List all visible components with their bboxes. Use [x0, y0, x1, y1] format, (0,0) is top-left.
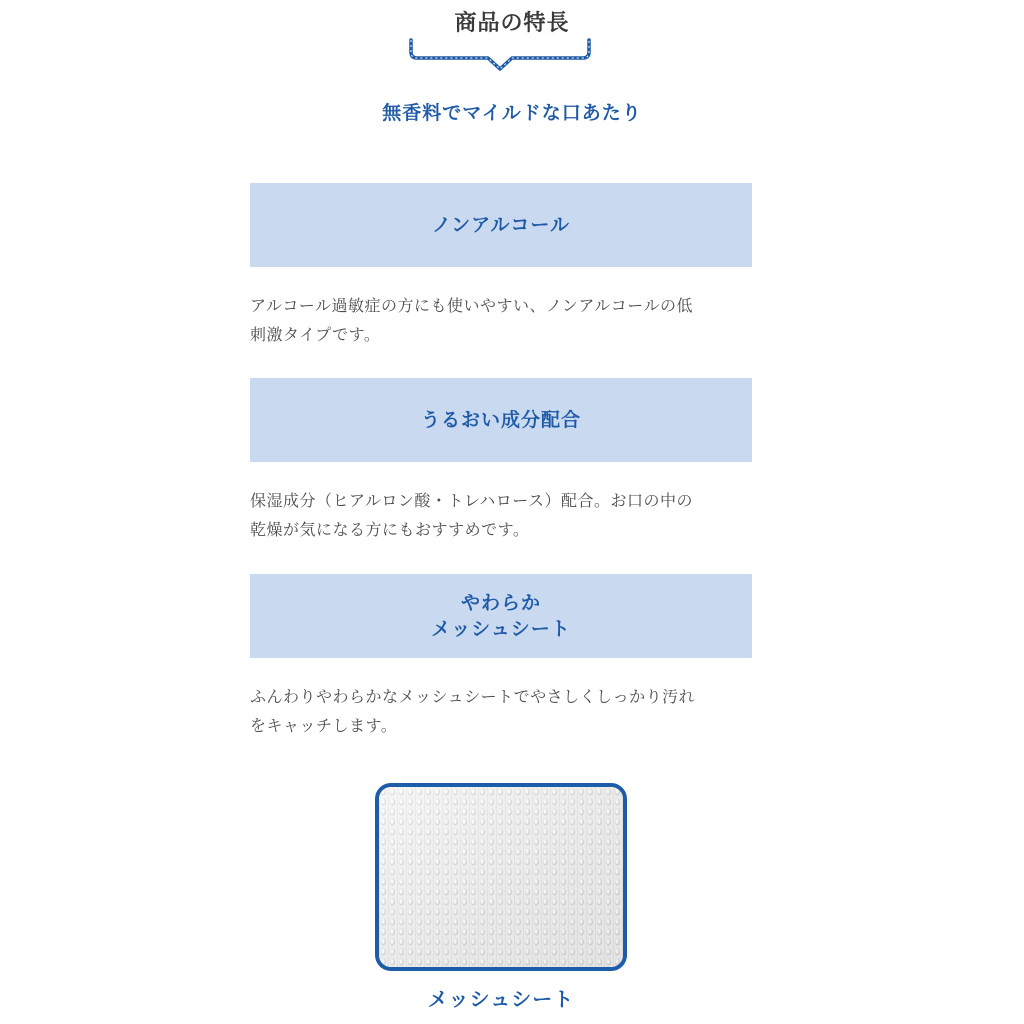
feature-description-line: 保湿成分（ヒアルロン酸・トレハロース）配合。お口の中の	[250, 491, 693, 510]
feature-heading-text: やわらか	[460, 592, 541, 614]
mesh-texture-image	[379, 787, 623, 967]
mesh-sheet-image	[375, 783, 627, 971]
feature-description-line: 刺激タイプです。	[250, 325, 381, 344]
feature-heading-text: メッシュシート	[431, 618, 571, 640]
feature-heading-moisture	[250, 378, 752, 462]
feature-description-mesh-sheet	[250, 682, 754, 740]
feature-description-non-alcohol	[250, 291, 754, 349]
feature-heading-text: うるおい成分配合	[420, 409, 581, 431]
brace-down-icon	[404, 36, 596, 74]
mesh-sheet-caption: メッシュシート	[427, 987, 575, 1011]
section-subtitle: 無香料でマイルドな口あたり	[382, 102, 642, 124]
feature-description-line: アルコール過敏症の方にも使いやすい、ノンアルコールの低	[250, 296, 693, 315]
feature-description-line: 乾燥が気になる方にもおすすめです。	[250, 520, 530, 539]
feature-heading-non-alcohol	[250, 183, 752, 267]
section-title: 商品の特長	[454, 11, 570, 36]
feature-heading-mesh-sheet	[250, 574, 752, 658]
feature-heading-text: ノンアルコール	[431, 214, 571, 236]
feature-description-line: ふんわりやわらかなメッシュシートでやさしくしっかり汚れ	[250, 687, 696, 706]
feature-description-moisture	[250, 486, 754, 544]
feature-description-line: をキャッチします。	[250, 716, 398, 735]
